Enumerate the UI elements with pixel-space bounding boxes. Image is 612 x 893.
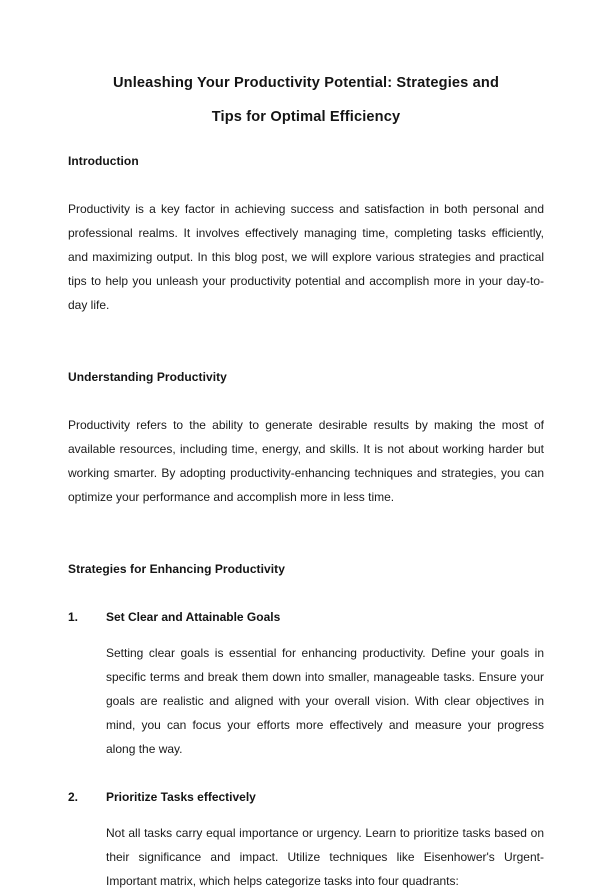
list-item-body-1: Setting clear goals is essential for enhancing productivity. Define your goals in specific terms and break them down into smaller, manageable tasks. Ensure your goals are realistic and aligned with your overall vision. With clear objectives in mind, you can focus your efforts more effectively and measure your progress along the way. bbox=[106, 646, 544, 756]
list-item-title-2: Prioritize Tasks effectively bbox=[106, 790, 256, 804]
spacer-section-1-2 bbox=[68, 317, 544, 365]
spacer-after-title bbox=[68, 134, 544, 149]
section-heading-strategies: Strategies for Enhancing Productivity bbox=[68, 562, 285, 576]
list-item-heading-1 bbox=[68, 605, 544, 629]
page-title-line-2: Tips for Optimal Efficiency bbox=[211, 109, 401, 125]
list-item-number-2: 2. bbox=[68, 790, 79, 804]
spacer-understanding-heading bbox=[68, 389, 544, 413]
page-title-line-1: Unleashing Your Productivity Potential: Strategies and bbox=[112, 75, 500, 91]
section-heading-introduction: Introduction bbox=[68, 154, 139, 168]
list-item-heading-2 bbox=[68, 785, 544, 809]
spacer-between-list-items bbox=[68, 761, 544, 785]
spacer-intro-heading bbox=[68, 173, 544, 197]
section-heading-understanding-productivity: Understanding Productivity bbox=[68, 370, 227, 384]
list-item bbox=[68, 605, 544, 761]
list-item-number-1: 1. bbox=[68, 610, 79, 624]
spacer-list-item-2 bbox=[68, 809, 544, 821]
page-title bbox=[68, 0, 544, 134]
section-paragraph-understanding-productivity: Productivity refers to the ability to generate desirable results by making the most of available resources, including time, energy, and skills. It is not about working harder but working smarter. By adopting productivity-enhancing techniques and strategies, you can optimize your performance and accomplish more in less time. bbox=[68, 418, 544, 504]
spacer-list-item-1 bbox=[68, 629, 544, 641]
spacer-strategies-heading bbox=[68, 581, 544, 605]
list-item-body-2: Not all tasks carry equal importance or urgency. Learn to prioritize tasks based on their significance and impact. Utilize techniques like Eisenhower's Urgent-Important matrix, which helps categorize tasks into four quadrants: bbox=[106, 826, 544, 888]
spacer-section-2-3 bbox=[68, 509, 544, 557]
document-content bbox=[68, 0, 544, 893]
section-paragraph-introduction: Productivity is a key factor in achieving success and satisfaction in both personal and professional realms. It involves effectively managing time, completing tasks efficiently, and maximizing output. In this blog post, we will explore various strategies and practical tips to help you unleash your productivity potential and accomplish more in your day-to-day life. bbox=[68, 202, 544, 312]
list-item bbox=[68, 785, 544, 893]
list-item-title-1: Set Clear and Attainable Goals bbox=[106, 610, 281, 624]
